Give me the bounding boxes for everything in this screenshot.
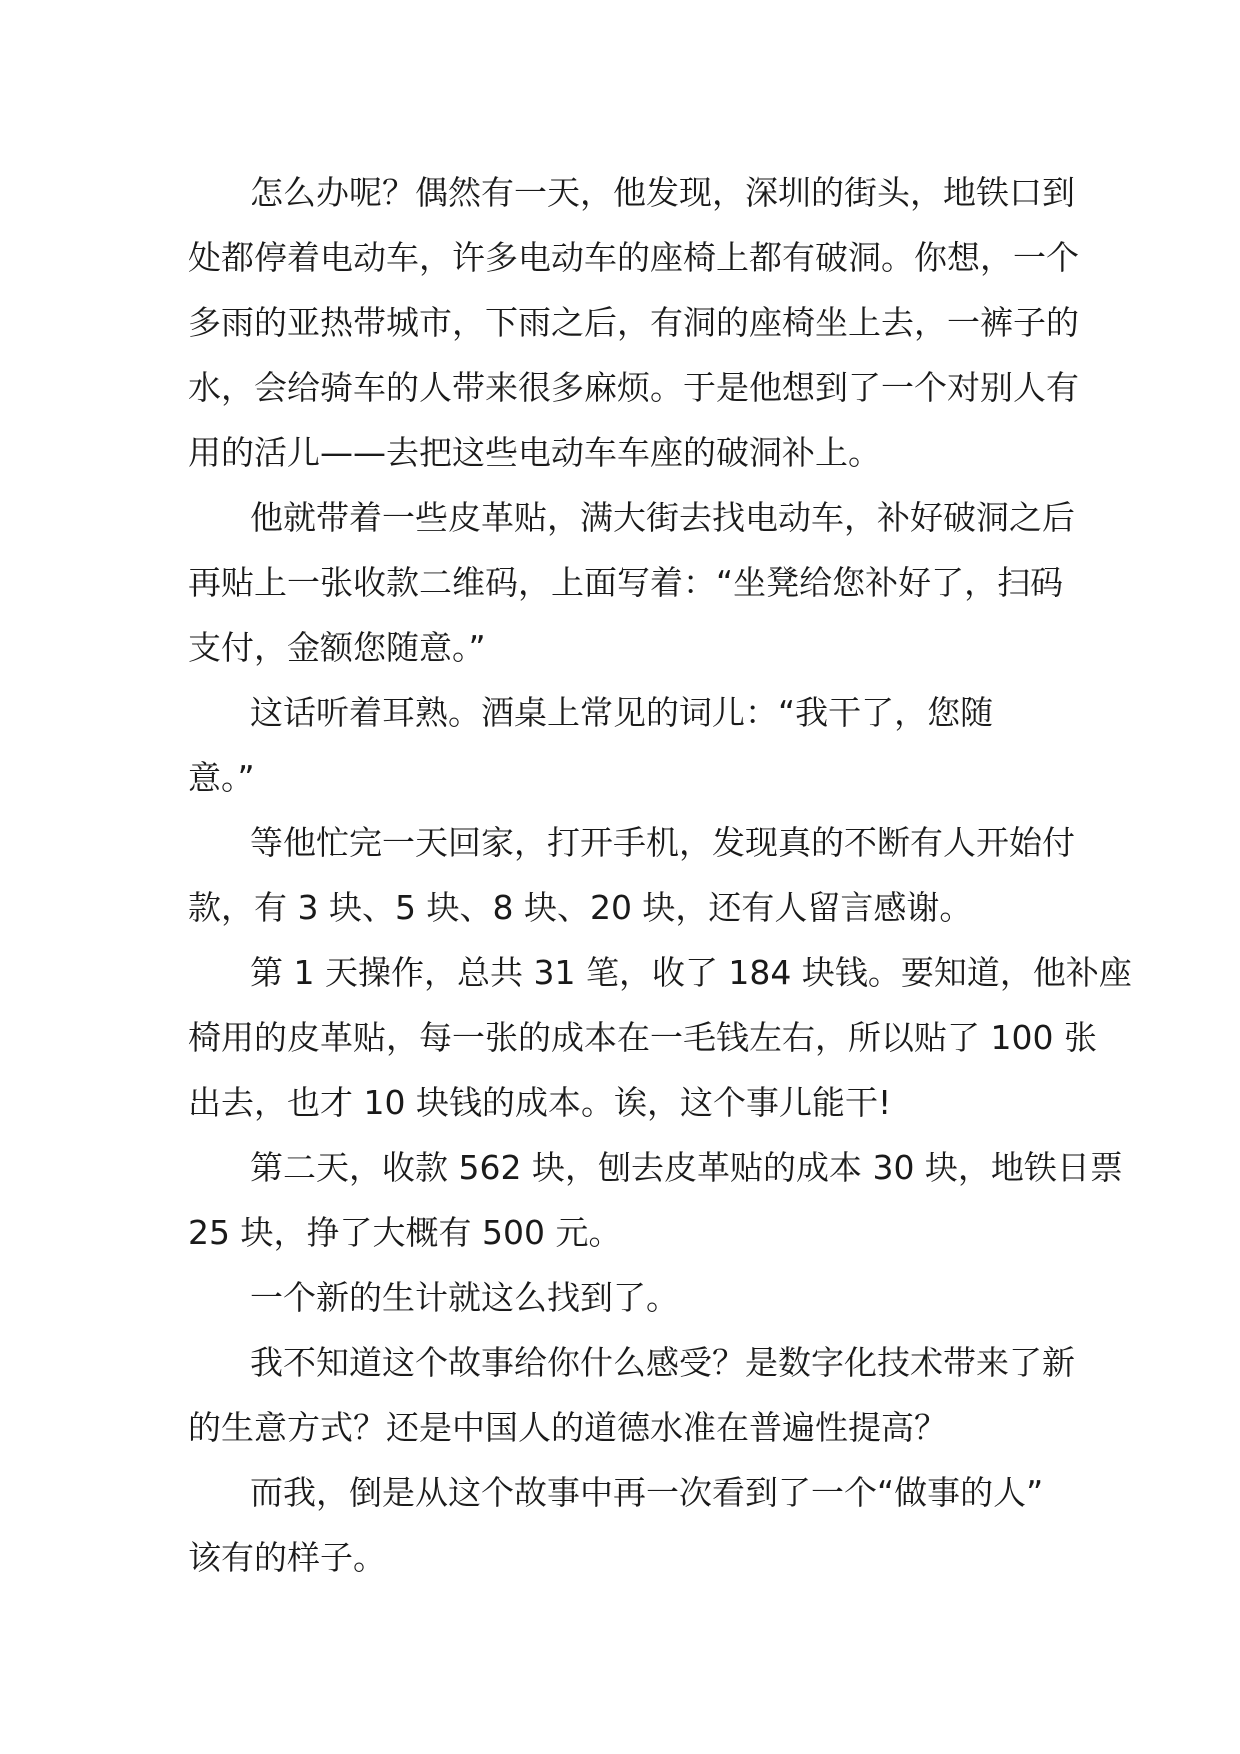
text-line-15: 出去，也才 10 块钱的成本。诶，这个事儿能干! <box>188 1083 892 1122</box>
text-line-22: 该有的样子。 <box>188 1538 386 1577</box>
text-line-1: 怎么办呢？偶然有一天，他发现，深圳的街头，地铁口到 <box>250 173 1075 212</box>
text-line-21: 而我，倒是从这个故事中再一次看到了一个“做事的人” <box>250 1473 1044 1512</box>
text-line-9: 这话听着耳熟。酒桌上常见的词儿：“我干了，您随 <box>250 693 994 732</box>
text-line-10: 意。” <box>188 758 255 797</box>
text-line-5: 用的活儿——去把这些电动车车座的破洞补上。 <box>188 433 881 472</box>
text-line-8: 支付，金额您随意。” <box>188 628 486 667</box>
text-line-6: 他就带着一些皮革贴，满大街去找电动车，补好破洞之后 <box>250 498 1075 537</box>
text-line-11: 等他忙完一天回家，打开手机，发现真的不断有人开始付 <box>250 823 1075 862</box>
text-line-12: 款，有 3 块、5 块、8 块、20 块，还有人留言感谢。 <box>188 888 973 927</box>
text-line-14: 椅用的皮革贴，每一张的成本在一毛钱左右，所以贴了 100 张 <box>188 1018 1097 1057</box>
article-body <box>188 160 1132 1590</box>
text-line-4: 水，会给骑车的人带来很多麻烦。于是他想到了一个对别人有 <box>188 368 1079 407</box>
text-line-16: 第二天，收款 562 块，刨去皮革贴的成本 30 块，地铁日票 <box>250 1148 1123 1187</box>
text-line-19: 我不知道这个故事给你什么感受？是数字化技术带来了新 <box>250 1343 1075 1382</box>
text-line-7: 再贴上一张收款二维码，上面写着：“坐凳给您补好了，扫码 <box>188 563 1064 602</box>
text-line-17: 25 块，挣了大概有 500 元。 <box>188 1213 622 1252</box>
text-line-13: 第 1 天操作，总共 31 笔，收了 184 块钱。要知道，他补座 <box>250 953 1132 992</box>
text-line-2: 处都停着电动车，许多电动车的座椅上都有破洞。你想，一个 <box>188 238 1079 277</box>
text-line-20: 的生意方式？还是中国人的道德水准在普遍性提高？ <box>188 1408 947 1447</box>
text-line-3: 多雨的亚热带城市，下雨之后，有洞的座椅坐上去，一裤子的 <box>188 303 1079 342</box>
text-line-18: 一个新的生计就这么找到了。 <box>250 1278 679 1317</box>
